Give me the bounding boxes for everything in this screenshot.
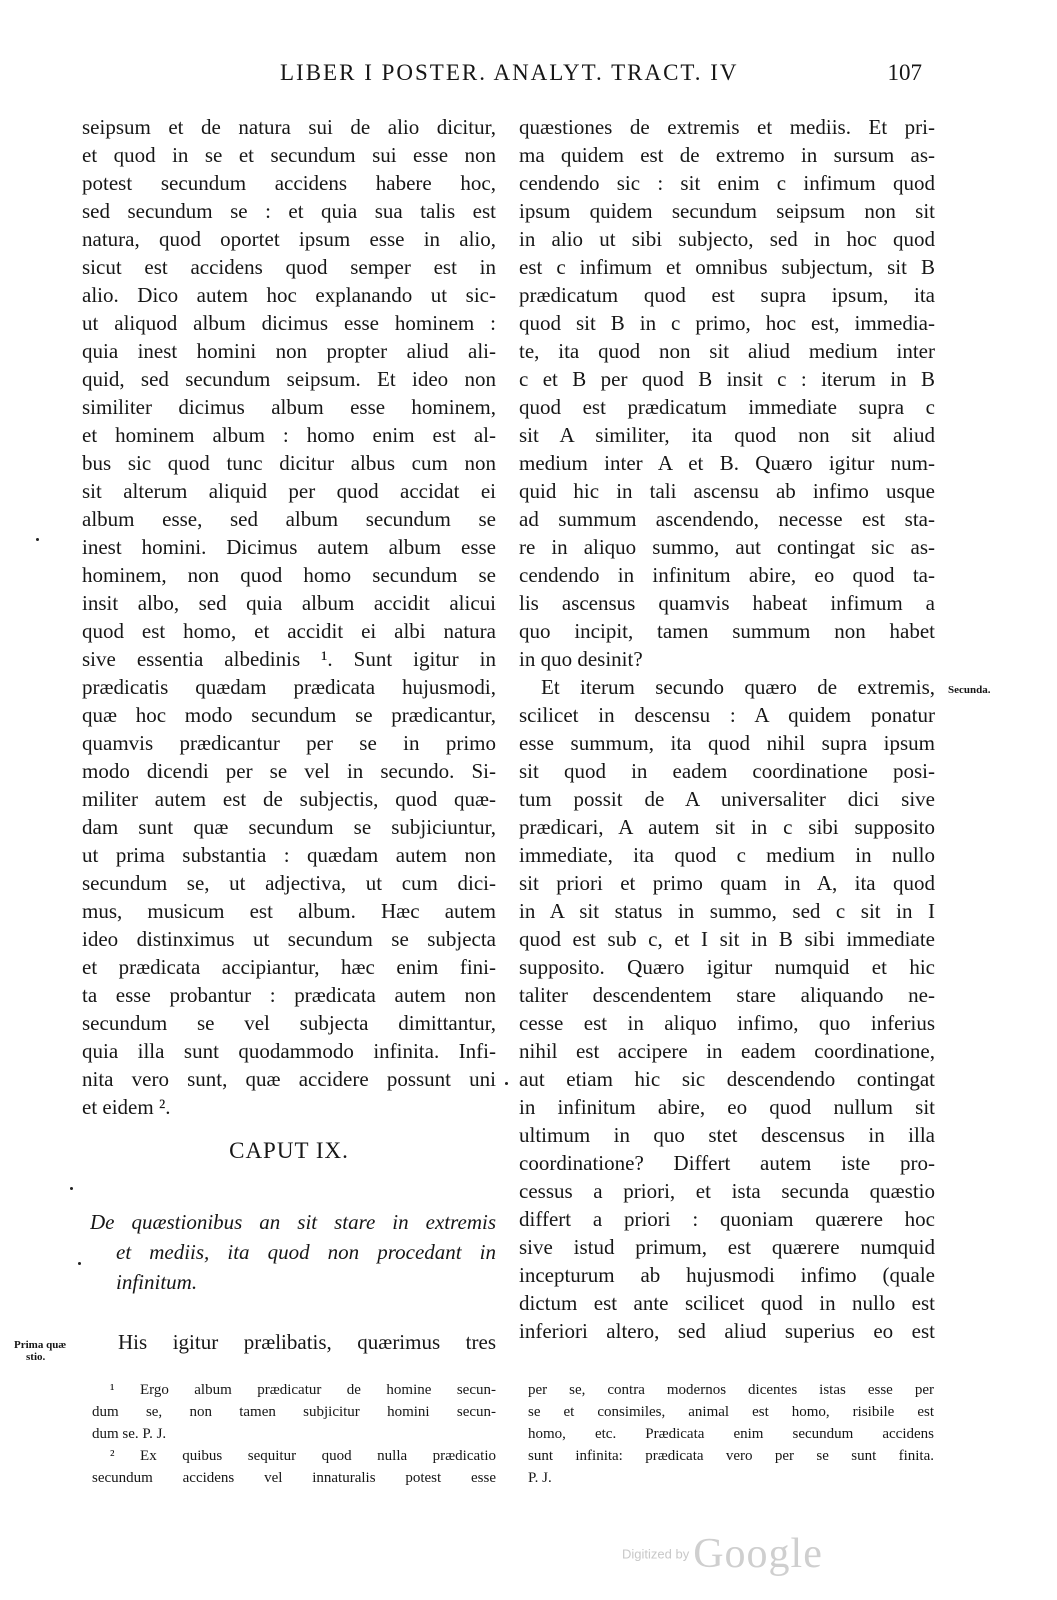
left-column — [82, 113, 496, 1121]
text-line: quæstiones de extremis et mediis. Et pri- — [519, 115, 935, 139]
text-line: nihil est accipere in eadem coordinatione, — [519, 1039, 935, 1063]
text-line: prædicari, A autem sit in c sibi supposito — [519, 815, 935, 839]
text-line: lis ascensus quamvis habeat infimum a — [519, 591, 935, 615]
text-line: in infinitum abire, eo quod nullum sit — [519, 1095, 935, 1119]
text-line: inest homini. Dicimus autem album esse — [82, 535, 496, 559]
text-line: in A sit status in summo, sed c sit in I — [519, 899, 935, 923]
text-line: immediate, ita quod c medium in nullo — [519, 843, 935, 867]
scan-speck — [505, 1082, 508, 1085]
text-line: est c infimum et omnibus subjectum, sit B — [519, 255, 935, 279]
text-line: c et B per quod B insit c : iterum in B — [519, 367, 935, 391]
text-line: ma quidem est de extremo in sursum as- — [519, 143, 935, 167]
text-line: quid, sed secundum seipsum. Et ideo non — [82, 367, 496, 391]
text-line: quod est prædicatum immediate supra c — [519, 395, 935, 419]
text-line: supposito. Quæro igitur numquid et hic — [519, 955, 935, 979]
footnote-line: sunt infinita: prædicata vero per se sunt finita. — [528, 1448, 934, 1464]
text-line: prædicatum quod est supra ipsum, ita — [519, 283, 935, 307]
watermark-prefix: Digitized by — [622, 1546, 690, 1562]
text-line: secundum se vel subjecta dimittantur, — [82, 1011, 496, 1035]
footnote-line: ¹ Ergo album prædicatur de homine secun- — [110, 1382, 496, 1398]
text-line: natura, quod oportet ipsum esse in alio, — [82, 227, 496, 251]
text-line: nita vero sunt, quæ accidere possunt uni — [82, 1067, 496, 1091]
chapter-intro — [118, 1328, 496, 1356]
text-line: ipsum quidem secundum seipsum non sit — [519, 199, 935, 223]
footnote-line: dum se, non tamen subjicitur homini secun- — [92, 1404, 496, 1420]
page-number: 107 — [887, 60, 922, 85]
chapter-subtitle — [90, 1207, 496, 1297]
text-line: te, ita quod non sit aliud medium inter — [519, 339, 935, 363]
text-line: modo dicendi per se vel in secundo. Si- — [82, 759, 496, 783]
text-line: quo incipit, tamen summum non habet — [519, 619, 935, 643]
text-line: cendendo sic : sit enim c infimum quod — [519, 171, 935, 195]
margin-note-line: Prima quæ — [14, 1339, 67, 1351]
text-line: insit albo, sed quia album accidit alicui — [82, 591, 496, 615]
digitized-watermark — [622, 1530, 842, 1578]
text-line: ad summum ascendendo, necesse est sta- — [519, 507, 935, 531]
text-line: tum possit de A universaliter dici sive — [519, 787, 935, 811]
text-line: sicut est accidens quod semper est in — [82, 255, 496, 279]
text-line: quia illa sunt quodammodo infinita. Infi- — [82, 1039, 496, 1063]
text-line: inferiori altero, sed aliud superius eo est — [519, 1319, 935, 1343]
text-line: ta esse probantur : prædicata autem non — [82, 983, 496, 1007]
text-line: sit priori et primo quam in A, ita quod — [519, 871, 935, 895]
text-line: dam sunt quæ secundum se subjiciuntur, — [82, 815, 496, 839]
text-line: sive istud primum, est quærere numquid — [519, 1235, 935, 1259]
chapter-title: CAPUT IX. — [229, 1138, 349, 1163]
google-logo: Google — [693, 1531, 823, 1577]
text-line: quod est sub c, et I sit in B sibi immediate — [519, 927, 935, 951]
text-line: coordinatione? Differt autem iste pro- — [519, 1151, 935, 1175]
footnote-line: dum se. P. J. — [92, 1426, 167, 1442]
text-line: incepturum ab hujusmodi infimo (quale — [519, 1263, 935, 1287]
text-line: quia inest homini non propter aliud ali- — [82, 339, 496, 363]
text-line: scilicet in descensu : A quidem ponatur — [519, 703, 935, 727]
text-line: cessus a priori, et ista secunda quæstio — [519, 1179, 935, 1203]
text-line: et quod in se et secundum sui esse non — [82, 143, 496, 167]
text-line: et hominem album : homo enim est al- — [82, 423, 496, 447]
margin-note-prima-quaestio — [14, 1339, 84, 1363]
text-line: dictum est ante scilicet quod in nullo est — [519, 1291, 935, 1315]
footnote-line: P. J. — [528, 1470, 552, 1486]
margin-note-line: stio. — [26, 1351, 46, 1363]
footnote-line: se et consimiles, animal est homo, risibile est — [528, 1404, 934, 1420]
text-line: cendendo in infinitum abire, eo quod ta- — [519, 563, 935, 587]
text-line: in alio ut sibi subjecto, sed in hoc quod — [519, 227, 935, 251]
footnote-line: ² Ex quibus sequitur quod nulla prædicatio — [110, 1448, 496, 1464]
text-line: quod sit B in c primo, hoc est, immedia- — [519, 311, 935, 335]
scan-speck — [78, 1262, 81, 1265]
subtitle-line: et mediis, ita quod non procedant in — [116, 1240, 496, 1264]
text-line: et prædicata accipiantur, hæc enim fini- — [82, 955, 496, 979]
footnote-line: secundum accidens vel innaturalis potest esse — [92, 1470, 496, 1486]
footnotes-right — [528, 1379, 934, 1489]
running-head: LIBER I POSTER. ANALYT. TRACT. IV — [280, 60, 739, 85]
text-line: aut etiam hic sic descendendo contingat — [519, 1067, 935, 1091]
text-line: ut aliquod album dicimus esse hominem : — [82, 311, 496, 335]
text-line: Et iterum secundo quæro de extremis, — [541, 675, 935, 699]
text-line: similiter dicimus album esse hominem, — [82, 395, 496, 419]
text-line: secundum se, ut adjectiva, ut cum dici- — [82, 871, 496, 895]
text-line: sed secundum se : et quia sua talis est — [82, 199, 496, 223]
text-line: in quo desinit? — [519, 647, 643, 671]
text-line: militer autem est de subjectis, quod quæ- — [82, 787, 496, 811]
text-line: prædicatis quædam prædicata hujusmodi, — [82, 675, 496, 699]
text-line: cesse est in aliquo infimo, quo inferius — [519, 1011, 935, 1035]
text-line: bus sic quod tunc dicitur albus cum non — [82, 451, 496, 475]
subtitle-line: De quæstionibus an sit stare in extremis — [90, 1210, 496, 1234]
text-line: hominem, non quod homo secundum se — [82, 563, 496, 587]
text-line: potest secundum accidens habere hoc, — [82, 171, 496, 195]
text-line: ultimum in quo stet descensus in illa — [519, 1123, 935, 1147]
right-column — [519, 113, 935, 1345]
text-line: re in aliquo summo, aut contingat sic as- — [519, 535, 935, 559]
text-line: quod est homo, et accidit ei albi natura — [82, 619, 496, 643]
text-line: His igitur prælibatis, quærimus tres — [118, 1330, 496, 1354]
text-line: sit quod in eadem coordinatione posi- — [519, 759, 935, 783]
text-line: medium inter A et B. Quæro igitur num- — [519, 451, 935, 475]
subtitle-line: infinitum. — [116, 1270, 198, 1294]
scan-speck — [36, 538, 39, 541]
text-line: mus, musicum est album. Hæc autem — [82, 899, 496, 923]
text-line: et eidem ². — [82, 1095, 171, 1119]
text-line: seipsum et de natura sui de alio dicitur, — [82, 115, 496, 139]
text-line: ideo distinximus ut secundum se subjecta — [82, 927, 496, 951]
text-line: differt a priori : quoniam quærere hoc — [519, 1207, 935, 1231]
text-line: quæ hoc modo secundum se prædicantur, — [82, 703, 496, 727]
text-line: album esse, sed album secundum se — [82, 507, 496, 531]
text-line: ut prima substantia : quædam autem non — [82, 843, 496, 867]
text-line: esse summum, ita quod nihil supra ipsum — [519, 731, 935, 755]
footnote-line: homo, etc. Prædicata enim secundum accidens — [528, 1426, 934, 1442]
text-line: quamvis prædicantur per se in primo — [82, 731, 496, 755]
text-line: quid hic in tali ascensu ab infimo usque — [519, 479, 935, 503]
footnote-line: per se, contra modernos dicentes istas esse per — [528, 1382, 934, 1398]
text-line: sive essentia albedinis ¹. Sunt igitur in — [82, 647, 496, 671]
margin-note-secunda: Secunda. — [948, 684, 991, 696]
scan-speck — [70, 1187, 73, 1190]
text-line: sit A similiter, ita quod non sit aliud — [519, 423, 935, 447]
text-line: taliter descendentem stare aliquando ne- — [519, 983, 935, 1007]
footnotes-left — [92, 1379, 496, 1489]
text-line: sit alterum aliquid per quod accidat ei — [82, 479, 496, 503]
text-line: alio. Dico autem hoc explanando ut sic- — [82, 283, 496, 307]
